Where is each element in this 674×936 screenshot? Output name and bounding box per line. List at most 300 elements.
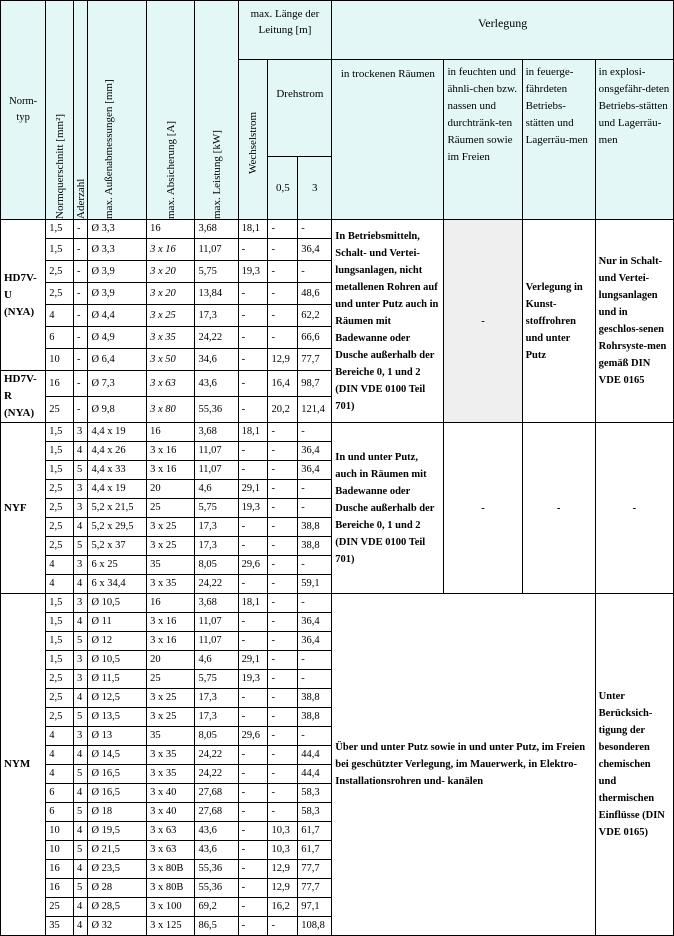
header-aderzahl: Aderzahl <box>74 1 88 220</box>
table-cell: - <box>74 397 88 423</box>
table-cell: - <box>298 423 332 442</box>
table-cell: - <box>298 727 332 746</box>
table-cell: - <box>74 327 88 349</box>
table-cell: 25 <box>46 397 74 423</box>
table-cell: 16 <box>147 220 195 239</box>
table-cell: 3,68 <box>195 594 238 613</box>
table-cell: 16 <box>46 879 74 898</box>
table-cell: 3 x 16 <box>147 613 195 632</box>
table-cell: 27,68 <box>195 784 238 803</box>
table-cell: - <box>238 349 268 371</box>
table-cell: 19,3 <box>238 670 268 689</box>
table-cell: - <box>238 689 268 708</box>
table-cell: Ø 23,5 <box>88 860 147 879</box>
table-cell: 4 <box>74 518 88 537</box>
table-cell: 11,07 <box>195 613 238 632</box>
table-cell: - <box>298 556 332 575</box>
table-cell: 1,5 <box>46 613 74 632</box>
table-cell: 4 <box>74 613 88 632</box>
header-normquerschnitt: Normquerschnitt [mm²] <box>46 1 74 220</box>
table-cell: 18,1 <box>238 594 268 613</box>
table-cell: 2,5 <box>46 670 74 689</box>
table-cell: - <box>298 480 332 499</box>
table-cell: 35 <box>147 727 195 746</box>
note-nyf-trocken: In und unter Putz, auch in Räumen mit Badewanne oder Dusche außerhalb der Bereiche 0, 1 und 2 (DIN VDE 0100 Teil 701) <box>332 423 444 594</box>
table-cell: 34,6 <box>195 349 238 371</box>
table-cell: - <box>268 499 298 518</box>
header-explosion: in explosi-onsgefähr-deten Betriebs-stätten und Lagerräu-men <box>595 60 673 220</box>
cable-type: NYM <box>1 594 46 936</box>
table-cell: 10 <box>46 822 74 841</box>
table-cell: 3 x 25 <box>147 518 195 537</box>
table-cell: 18,1 <box>238 220 268 239</box>
header-drehstrom-3: 3 <box>298 157 332 220</box>
table-cell: 2,5 <box>46 283 74 305</box>
table-cell: 97,1 <box>298 898 332 917</box>
table-cell: 4 <box>46 746 74 765</box>
table-cell: - <box>268 651 298 670</box>
table-cell: Ø 3,9 <box>88 261 147 283</box>
table-cell: - <box>238 442 268 461</box>
table-cell: 4 <box>46 305 74 327</box>
table-cell: 27,68 <box>195 803 238 822</box>
table-cell: 1,5 <box>46 220 74 239</box>
table-cell: 35 <box>46 917 74 936</box>
table-cell: - <box>298 220 332 239</box>
cable-type: HD7V-U (NYA) <box>1 220 46 371</box>
table-cell: - <box>298 499 332 518</box>
table-cell: 6 x 25 <box>88 556 147 575</box>
table-cell: Ø 18 <box>88 803 147 822</box>
table-cell: 4 <box>46 556 74 575</box>
table-cell: 3 <box>74 727 88 746</box>
table-cell: - <box>298 594 332 613</box>
table-cell: - <box>74 305 88 327</box>
table-cell: 2,5 <box>46 518 74 537</box>
table-cell: - <box>238 239 268 261</box>
note-nym-verlegung: Über und unter Putz sowie in und unter Putz, im Freien bei geschützter Verlegung, im Mauerwerk, in Elektro-Installationsrohren und- kanälen <box>332 594 595 936</box>
table-cell: 16,4 <box>268 371 298 397</box>
note-nyf-feucht: - <box>444 423 522 594</box>
table-cell: 4 <box>74 575 88 594</box>
header-feuergef: in feuerge-fährdeten Betriebs-stätten und Lagerräu-men <box>522 60 595 220</box>
table-cell: - <box>238 518 268 537</box>
table-cell: 24,22 <box>195 765 238 784</box>
table-cell: 108,8 <box>298 917 332 936</box>
table-cell: 29,6 <box>238 727 268 746</box>
table-cell: 35 <box>147 556 195 575</box>
table-cell: 19,3 <box>238 261 268 283</box>
table-cell: 58,3 <box>298 784 332 803</box>
table-cell: - <box>268 283 298 305</box>
table-cell: 1,5 <box>46 423 74 442</box>
table-cell: 16 <box>147 423 195 442</box>
table-cell: 2,5 <box>46 708 74 727</box>
table-cell: - <box>74 261 88 283</box>
table-cell: - <box>238 632 268 651</box>
table-cell: 12,9 <box>268 349 298 371</box>
table-cell: 38,8 <box>298 537 332 556</box>
table-cell: 3 x 25 <box>147 537 195 556</box>
table-cell: 3 x 40 <box>147 784 195 803</box>
table-cell: - <box>268 423 298 442</box>
table-cell: - <box>238 746 268 765</box>
table-cell: - <box>238 784 268 803</box>
table-cell: - <box>74 371 88 397</box>
table-cell: 3 x 20 <box>147 261 195 283</box>
table-cell: - <box>238 305 268 327</box>
table-cell: - <box>238 613 268 632</box>
table-cell: 12,9 <box>268 860 298 879</box>
table-cell: 3 x 80B <box>147 879 195 898</box>
table-cell: 3 x 35 <box>147 575 195 594</box>
table-cell: 5,2 x 37 <box>88 537 147 556</box>
table-cell: - <box>268 632 298 651</box>
table-cell: 11,07 <box>195 442 238 461</box>
table-cell: - <box>268 803 298 822</box>
table-cell: 17,3 <box>195 518 238 537</box>
table-cell: 62,2 <box>298 305 332 327</box>
table-cell: - <box>238 822 268 841</box>
table-cell: 20 <box>147 651 195 670</box>
table-cell: Ø 3,9 <box>88 283 147 305</box>
table-cell: - <box>268 518 298 537</box>
table-cell: - <box>268 480 298 499</box>
table-cell: - <box>238 327 268 349</box>
table-cell: 24,22 <box>195 746 238 765</box>
table-cell: 4,4 x 33 <box>88 461 147 480</box>
table-cell: 4 <box>74 898 88 917</box>
table-cell: 38,8 <box>298 689 332 708</box>
table-cell: 3 x 63 <box>147 822 195 841</box>
table-cell: 3 x 63 <box>147 371 195 397</box>
table-cell: 4 <box>74 442 88 461</box>
table-cell: 25 <box>46 898 74 917</box>
table-cell: 3,68 <box>195 423 238 442</box>
table-cell: - <box>268 220 298 239</box>
table-cell: 55,36 <box>195 397 238 423</box>
table-cell: - <box>268 239 298 261</box>
table-cell: 2,5 <box>46 499 74 518</box>
table-cell: 16 <box>147 594 195 613</box>
table-cell: 2,5 <box>46 689 74 708</box>
table-cell: - <box>238 860 268 879</box>
table-cell: 11,07 <box>195 632 238 651</box>
table-cell: 38,8 <box>298 518 332 537</box>
table-cell: 12,9 <box>268 879 298 898</box>
table-cell: 4 <box>74 746 88 765</box>
table-cell: 3 <box>74 556 88 575</box>
table-cell: 8,05 <box>195 727 238 746</box>
table-cell: 43,6 <box>195 371 238 397</box>
table-cell: 2,5 <box>46 261 74 283</box>
table-cell: 44,4 <box>298 746 332 765</box>
header-aussenabmessungen: max. Außenabmessungen [mm] <box>88 1 147 220</box>
table-cell: - <box>238 708 268 727</box>
table-cell: 1,5 <box>46 632 74 651</box>
table-cell: 5,75 <box>195 261 238 283</box>
table-cell: Ø 28 <box>88 879 147 898</box>
table-cell: - <box>238 765 268 784</box>
table-cell: - <box>268 575 298 594</box>
table-cell: - <box>238 917 268 936</box>
table-cell: 69,2 <box>195 898 238 917</box>
table-cell: 3 x 63 <box>147 841 195 860</box>
table-cell: 2,5 <box>46 480 74 499</box>
table-cell: 3 x 50 <box>147 349 195 371</box>
table-cell: 1,5 <box>46 594 74 613</box>
header-wechselstrom: Wechselstrom <box>238 60 268 220</box>
table-cell: - <box>238 841 268 860</box>
table-cell: Ø 3,3 <box>88 220 147 239</box>
table-cell: 5,2 x 21,5 <box>88 499 147 518</box>
table-cell: 58,3 <box>298 803 332 822</box>
table-cell: - <box>268 784 298 803</box>
table-cell: Ø 6,4 <box>88 349 147 371</box>
table-cell: 98,7 <box>298 371 332 397</box>
table-body <box>1 220 674 936</box>
table-cell: 29,1 <box>238 480 268 499</box>
table-cell: - <box>268 261 298 283</box>
cable-type: HD7V-R (NYA) <box>1 371 46 423</box>
table-cell: 3 x 25 <box>147 305 195 327</box>
table-cell: 3 <box>74 651 88 670</box>
table-cell: Ø 16,5 <box>88 784 147 803</box>
header-absicherung: max. Absicherung [A] <box>147 1 195 220</box>
header-trocken: in trockenen Räumen <box>332 60 444 220</box>
table-row <box>1 423 674 442</box>
table-cell: 3 x 40 <box>147 803 195 822</box>
table-cell: Ø 16,5 <box>88 765 147 784</box>
table-cell: 77,7 <box>298 879 332 898</box>
table-cell: - <box>268 917 298 936</box>
table-cell: - <box>268 537 298 556</box>
table-cell: 1,5 <box>46 442 74 461</box>
note-nyf-explo: - <box>595 423 673 594</box>
table-cell: 4 <box>74 860 88 879</box>
table-cell: 48,6 <box>298 283 332 305</box>
table-cell: 10 <box>46 841 74 860</box>
table-cell: 25 <box>147 499 195 518</box>
table-cell: Ø 13 <box>88 727 147 746</box>
table-cell: 5 <box>74 537 88 556</box>
table-cell: 3 x 80B <box>147 860 195 879</box>
table-cell: - <box>298 670 332 689</box>
table-cell: 29,1 <box>238 651 268 670</box>
table-cell: 4,4 x 26 <box>88 442 147 461</box>
table-cell: - <box>74 220 88 239</box>
table-cell: 17,3 <box>195 708 238 727</box>
table-cell: Ø 19,5 <box>88 822 147 841</box>
table-cell: 36,4 <box>298 461 332 480</box>
table-cell: - <box>268 327 298 349</box>
table-cell: 1,5 <box>46 651 74 670</box>
table-cell: - <box>298 651 332 670</box>
table-cell: 77,7 <box>298 349 332 371</box>
table-cell: Ø 21,5 <box>88 841 147 860</box>
table-cell: - <box>238 537 268 556</box>
table-cell: 17,3 <box>195 689 238 708</box>
table-cell: 20,2 <box>268 397 298 423</box>
table-cell: - <box>268 461 298 480</box>
header-verlegung: Verlegung <box>332 1 674 60</box>
note-h07-feuer: Verlegung in Kunst-stoffrohren und unter Putz <box>522 220 595 423</box>
table-cell: - <box>74 239 88 261</box>
table-cell: 24,22 <box>195 575 238 594</box>
table-cell: 4,6 <box>195 480 238 499</box>
table-cell: - <box>268 613 298 632</box>
table-cell: 25 <box>147 670 195 689</box>
table-cell: 3 x 35 <box>147 327 195 349</box>
table-cell: - <box>238 283 268 305</box>
table-cell: Ø 3,3 <box>88 239 147 261</box>
table-cell: - <box>238 803 268 822</box>
table-cell: 4 <box>74 689 88 708</box>
table-cell: - <box>268 746 298 765</box>
table-cell: 36,4 <box>298 442 332 461</box>
table-cell: - <box>238 461 268 480</box>
table-cell: 6 x 34,4 <box>88 575 147 594</box>
table-cell: - <box>268 305 298 327</box>
table-cell: Ø 4,4 <box>88 305 147 327</box>
table-cell: 4 <box>46 575 74 594</box>
header-laenge: max. Länge der Leitung [m] <box>238 1 332 60</box>
table-cell: Ø 11 <box>88 613 147 632</box>
table-cell: 10 <box>46 349 74 371</box>
table-cell: 3 x 16 <box>147 239 195 261</box>
table-cell: 4 <box>46 765 74 784</box>
table-cell: 6 <box>46 803 74 822</box>
table-cell: 77,7 <box>298 860 332 879</box>
table-cell: Ø 13,5 <box>88 708 147 727</box>
header-feucht: in feuchten und ähnli-chen bzw. nassen und durchtränk-ten Räumen sowie im Freien <box>444 60 522 220</box>
table-cell: - <box>238 898 268 917</box>
table-cell: Ø 9,8 <box>88 397 147 423</box>
table-cell: 17,3 <box>195 305 238 327</box>
table-cell: 3,68 <box>195 220 238 239</box>
table-cell: 1,5 <box>46 239 74 261</box>
table-cell: 6 <box>46 327 74 349</box>
table-cell: Ø 14,5 <box>88 746 147 765</box>
table-cell: 5,75 <box>195 670 238 689</box>
table-cell: 3 x 16 <box>147 461 195 480</box>
table-cell: 6 <box>46 784 74 803</box>
table-cell: - <box>238 371 268 397</box>
header-leistung: max. Leistung [kW] <box>195 1 238 220</box>
table-cell: 11,07 <box>195 239 238 261</box>
table-cell: 16 <box>46 860 74 879</box>
table-cell: 4 <box>46 727 74 746</box>
table-cell: 55,36 <box>195 879 238 898</box>
table-cell: 18,1 <box>238 423 268 442</box>
table-cell: 10,3 <box>268 822 298 841</box>
table-cell: 3 x 100 <box>147 898 195 917</box>
note-nyf-feuer: - <box>522 423 595 594</box>
table-cell: 38,8 <box>298 708 332 727</box>
table-cell: 17,3 <box>195 537 238 556</box>
table-cell: 3 <box>74 670 88 689</box>
table-cell: 43,6 <box>195 841 238 860</box>
table-cell: 5,2 x 29,5 <box>88 518 147 537</box>
table-cell: 3 <box>74 423 88 442</box>
note-h07-trocken: In Betriebsmitteln, Schalt- und Vertei-lungsanlagen, nicht metallenen Rohren auf und unter Putz auch in Räumen mit Badewanne oder Dusche außerhalb der Bereiche 0, 1 und 2 (DIN VDE 0100 Teil 701) <box>332 220 444 423</box>
table-cell: 5 <box>74 708 88 727</box>
note-h07-feucht: - <box>444 220 522 423</box>
table-cell: 5,75 <box>195 499 238 518</box>
table-cell: 43,6 <box>195 822 238 841</box>
table-cell: 61,7 <box>298 822 332 841</box>
table-cell: 5 <box>74 879 88 898</box>
table-cell: 4,6 <box>195 651 238 670</box>
table-cell: Ø 10,5 <box>88 594 147 613</box>
table-cell: 5 <box>74 765 88 784</box>
table-cell: 5 <box>74 841 88 860</box>
table-cell: 3 x 20 <box>147 283 195 305</box>
table-cell: Ø 4,9 <box>88 327 147 349</box>
table-cell: 3 <box>74 480 88 499</box>
table-cell: 44,4 <box>298 765 332 784</box>
table-cell: - <box>268 556 298 575</box>
table-cell: 3 x 80 <box>147 397 195 423</box>
table-cell: - <box>298 261 332 283</box>
table-cell: 3 x 35 <box>147 765 195 784</box>
table-cell: - <box>268 594 298 613</box>
table-cell: 4 <box>74 822 88 841</box>
table-cell: - <box>268 670 298 689</box>
header-drehstrom: Drehstrom <box>268 60 332 157</box>
table-cell: 3 x 25 <box>147 708 195 727</box>
table-cell: - <box>268 689 298 708</box>
table-cell: 36,4 <box>298 632 332 651</box>
table-cell: 4,4 x 19 <box>88 423 147 442</box>
table-cell: 16 <box>46 371 74 397</box>
header-drehstrom-05: 0,5 <box>268 157 298 220</box>
table-cell: Ø 32 <box>88 917 147 936</box>
table-cell: 66,6 <box>298 327 332 349</box>
table-cell: 20 <box>147 480 195 499</box>
table-cell: - <box>268 442 298 461</box>
table-cell: - <box>238 575 268 594</box>
table-cell: - <box>268 765 298 784</box>
note-nym-explo: Unter Berücksich-tigung der besonderen chemischen und thermischen Einflüsse (DIN VDE 0165) <box>595 594 673 936</box>
table-cell: Ø 11,5 <box>88 670 147 689</box>
table-cell: 121,4 <box>298 397 332 423</box>
table-cell: - <box>238 879 268 898</box>
table-cell: 3 x 35 <box>147 746 195 765</box>
table-cell: - <box>74 349 88 371</box>
table-cell: 4,4 x 19 <box>88 480 147 499</box>
table-cell: - <box>268 708 298 727</box>
table-cell: 5 <box>74 461 88 480</box>
table-cell: 10,3 <box>268 841 298 860</box>
table-row <box>1 220 674 239</box>
table-cell: 8,05 <box>195 556 238 575</box>
table-cell: 3 x 125 <box>147 917 195 936</box>
table-cell: 36,4 <box>298 613 332 632</box>
table-cell: 13,84 <box>195 283 238 305</box>
table-cell: 16,2 <box>268 898 298 917</box>
table-cell: 2,5 <box>46 537 74 556</box>
table-cell: Ø 10,5 <box>88 651 147 670</box>
table-cell: 5 <box>74 803 88 822</box>
table-cell: - <box>268 727 298 746</box>
table-cell: 36,4 <box>298 239 332 261</box>
table-cell: 11,07 <box>195 461 238 480</box>
table-cell: 3 x 16 <box>147 442 195 461</box>
table-cell: 55,36 <box>195 860 238 879</box>
table-cell: Ø 12,5 <box>88 689 147 708</box>
table-cell: 4 <box>74 784 88 803</box>
